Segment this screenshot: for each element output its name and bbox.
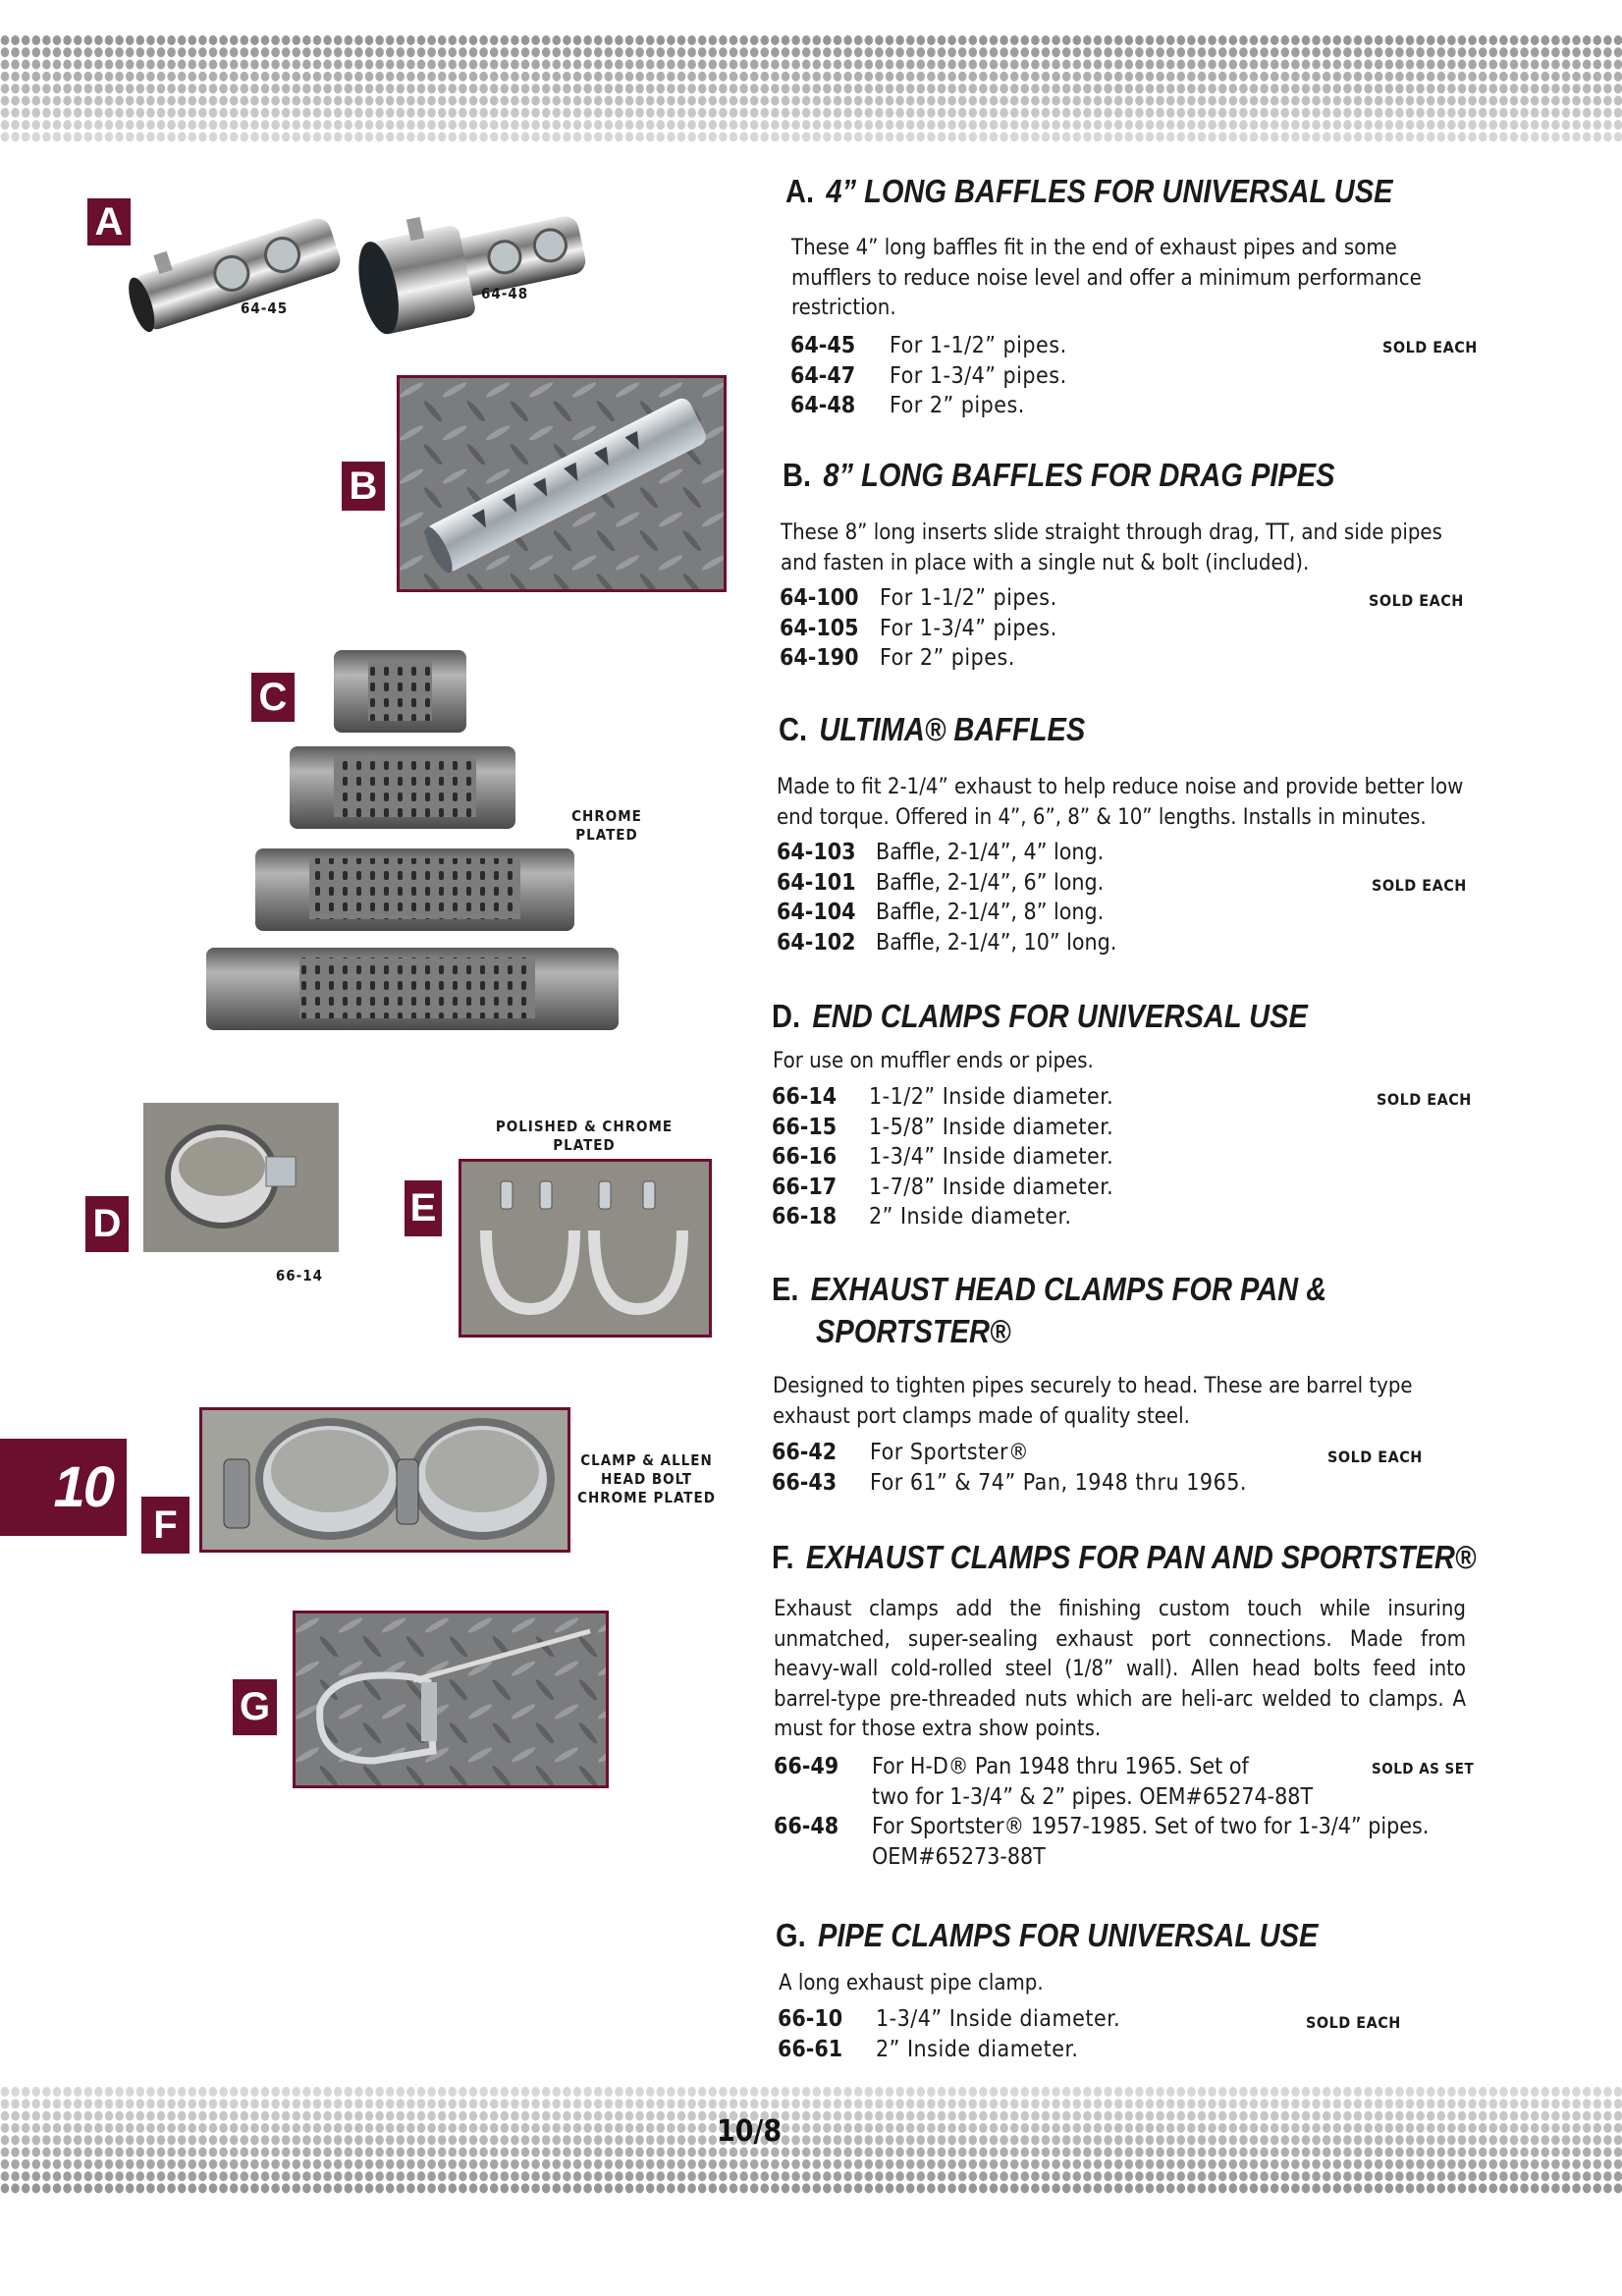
part-number: 64-47 xyxy=(790,362,856,389)
photo-drag-baffle xyxy=(400,378,724,589)
caption-chrome-plated-c xyxy=(568,807,646,845)
part-row xyxy=(772,1082,1459,1113)
part-row xyxy=(777,928,1464,958)
part-number: 66-43 xyxy=(772,1469,838,1496)
photo-pipe-clamp xyxy=(296,1613,606,1785)
part-number: 66-18 xyxy=(772,1204,838,1230)
section-title: EXHAUST CLAMPS FOR PAN AND SPORTSTER® xyxy=(805,1539,1477,1575)
part-description: For 2” pipes. xyxy=(880,645,1015,671)
part-number: 66-10 xyxy=(778,2006,843,2032)
photo-baffle-64-48 xyxy=(358,196,594,334)
section-description-c: Made to fit 2-1/4” exhaust to help reduce noise and provide better low end torque. Offered in 4”, 6”, 8” & 10” lengths. Installs in minutes. xyxy=(777,775,1464,830)
part-row xyxy=(778,2035,1465,2065)
page-number: 10/8 xyxy=(717,2114,783,2149)
section-letter: F. xyxy=(772,1539,794,1575)
part-number: 66-49 xyxy=(774,1754,839,1779)
caption-line: PLATED xyxy=(553,1136,616,1154)
caption-line: CHROME PLATED xyxy=(577,1489,716,1506)
baffle-10-inch xyxy=(206,948,619,1030)
part-description: Baffle, 2-1/4”, 4” long. xyxy=(876,840,1105,865)
section-heading-f xyxy=(772,1537,1476,1578)
section-heading-e-line2 xyxy=(816,1311,1010,1352)
part-number: 66-61 xyxy=(778,2036,843,2062)
sold-each-label-a: SOLD EACH xyxy=(1382,338,1478,356)
section-title: ULTIMA® BAFFLES xyxy=(819,711,1086,747)
figure-badge-g: G xyxy=(233,1679,277,1735)
part-number: 66-15 xyxy=(772,1114,838,1140)
section-title: 8” LONG BAFFLES FOR DRAG PIPES xyxy=(823,457,1335,493)
part-description: For H-D® Pan 1948 thru 1965. Set of xyxy=(872,1754,1249,1779)
sold-each-label-e: SOLD EACH xyxy=(1327,1448,1423,1466)
photo-end-clamp xyxy=(143,1103,339,1252)
parts-list-d xyxy=(772,1082,1459,1232)
part-row xyxy=(772,1142,1459,1173)
part-number: 66-14 xyxy=(772,1084,838,1110)
section-letter: D. xyxy=(772,998,801,1034)
figure-badge-e: E xyxy=(405,1180,442,1236)
part-row xyxy=(772,1173,1459,1203)
part-description: For 1-1/2” pipes. xyxy=(890,333,1067,358)
part-row xyxy=(772,1113,1459,1143)
section-description-a: These 4” long baffles fit in the end of exhaust pipes and some mufflers to reduce noise level and offer a minimum performance restriction. xyxy=(791,236,1422,320)
part-description: 1-3/4” Inside diameter. xyxy=(869,1144,1114,1170)
top-dot-pattern-band xyxy=(0,34,1622,144)
section-heading-d xyxy=(772,996,1308,1037)
bottom-dot-pattern-band xyxy=(0,2086,1622,2196)
part-number: 64-102 xyxy=(777,929,856,956)
part-description: Baffle, 2-1/4”, 8” long. xyxy=(876,900,1105,925)
part-description: For 1-3/4” pipes. xyxy=(880,615,1057,641)
part-number: 64-105 xyxy=(780,615,859,641)
section-description-g: A long exhaust pipe clamp. xyxy=(779,1971,1044,1995)
figure-label-64-48: 64-48 xyxy=(481,285,529,302)
sold-each-label-d: SOLD EACH xyxy=(1377,1090,1472,1109)
baffle-6-inch xyxy=(290,746,515,829)
section-description-e: Designed to tighten pipes securely to head. These are barrel type exhaust port clamps made of quality steel. xyxy=(773,1374,1413,1429)
section-description-f: Exhaust clamps add the finishing custom touch while insuring unmatched, super-sealing exhaust port connections. Made from heavy-wall cold-rolled steel (1/8” wall). Allen head bolts feed into barrel-type pre-threaded nuts which are heli-arc welded to clamps. A must for those extra show points. xyxy=(774,1597,1466,1741)
figure-badge-a: A xyxy=(87,198,131,246)
figure-badge-c: C xyxy=(251,673,295,722)
part-description: 1-5/8” Inside diameter. xyxy=(869,1114,1114,1140)
part-description: For Sportster® 1957-1985. Set of two for 1-3/4” pipes. xyxy=(872,1814,1430,1839)
part-number: 66-42 xyxy=(772,1440,838,1465)
part-row xyxy=(772,1202,1459,1232)
part-row xyxy=(790,361,1478,392)
section-heading-c xyxy=(779,709,1085,750)
part-row xyxy=(777,898,1464,928)
part-description: For 1-1/2” pipes. xyxy=(880,585,1057,611)
caption-line: HEAD BOLT xyxy=(601,1470,692,1488)
photo-frame-g xyxy=(293,1611,609,1788)
halftone-dots-bottom xyxy=(0,2086,1622,2196)
caption-line: CLAMP & ALLEN xyxy=(580,1451,713,1469)
part-description: 1-1/2” Inside diameter. xyxy=(869,1084,1114,1110)
section-letter: C. xyxy=(779,711,808,747)
photo-frame-e xyxy=(459,1159,712,1338)
sold-each-label-b: SOLD EACH xyxy=(1369,591,1464,610)
photo-frame-b xyxy=(397,375,727,592)
part-number: 64-101 xyxy=(777,869,856,896)
part-number: 64-103 xyxy=(777,840,856,865)
section-title: EXHAUST HEAD CLAMPS FOR PAN & xyxy=(810,1271,1327,1307)
part-description: 2” Inside diameter. xyxy=(869,1204,1072,1230)
section-title: PIPE CLAMPS FOR UNIVERSAL USE xyxy=(817,1917,1319,1953)
part-number: 64-104 xyxy=(777,900,856,925)
parts-list-a xyxy=(790,331,1478,421)
part-description: For Sportster® xyxy=(870,1440,1030,1465)
section-title: END CLAMPS FOR UNIVERSAL USE xyxy=(812,998,1308,1034)
part-row xyxy=(772,1468,1459,1499)
sold-each-label-c: SOLD EACH xyxy=(1372,876,1467,895)
sold-each-label-g: SOLD EACH xyxy=(1306,2013,1401,2032)
photo-ultima-baffles xyxy=(201,648,623,1036)
baffle-4-inch xyxy=(334,650,466,733)
part-row xyxy=(780,614,1467,644)
halftone-dots-top xyxy=(0,34,1622,144)
part-description: For 2” pipes. xyxy=(890,393,1025,418)
part-number: 66-17 xyxy=(772,1174,838,1200)
section-title: 4” LONG BAFFLES FOR UNIVERSAL USE xyxy=(826,173,1393,209)
part-row xyxy=(777,868,1464,899)
part-row xyxy=(780,583,1467,614)
photo-head-clamps xyxy=(461,1162,709,1335)
part-description: For 1-3/4” pipes. xyxy=(890,362,1067,389)
section-title-continued: SPORTSTER® xyxy=(816,1313,1011,1349)
part-description-line2: OEM#65273-88T xyxy=(872,1843,1046,1870)
part-row xyxy=(777,838,1464,868)
section-letter: B. xyxy=(783,457,812,493)
part-row xyxy=(774,1812,1481,1872)
caption-line: POLISHED & CHROME xyxy=(495,1118,674,1135)
caption-polished-chrome-plated xyxy=(486,1118,682,1155)
part-description: Baffle, 2-1/4”, 10” long. xyxy=(876,929,1117,956)
part-description-line2: two for 1-3/4” & 2” pipes. OEM#65274-88T xyxy=(872,1783,1314,1810)
part-description: 2” Inside diameter. xyxy=(876,2036,1079,2062)
caption-clamp-allen-head-bolt xyxy=(575,1451,718,1507)
caption-line: CHROME xyxy=(571,807,642,825)
sold-as-set-label-f: SOLD AS SET xyxy=(1372,1760,1475,1777)
part-row xyxy=(790,391,1478,421)
figure-badge-d: D xyxy=(85,1196,129,1252)
section-heading-e xyxy=(772,1269,1326,1310)
photo-baffle-64-45 xyxy=(118,201,353,334)
photo-frame-f xyxy=(199,1407,570,1553)
part-number: 64-100 xyxy=(780,585,859,611)
part-number: 66-16 xyxy=(772,1144,838,1170)
section-letter: G. xyxy=(776,1917,806,1953)
caption-line: PLATED xyxy=(575,826,638,844)
part-description: 1-3/4” Inside diameter. xyxy=(876,2006,1121,2032)
figure-badge-f: F xyxy=(141,1497,189,1554)
section-letter: A. xyxy=(785,173,815,209)
section-description-b: These 8” long inserts slide straight through drag, TT, and side pipes and fasten in place with a single nut & bolt (included). xyxy=(781,520,1442,575)
part-description: 1-7/8” Inside diameter. xyxy=(869,1174,1114,1200)
part-number: 64-190 xyxy=(780,645,859,671)
part-number: 64-48 xyxy=(790,393,856,418)
part-number: 66-48 xyxy=(774,1814,839,1839)
baffle-8-inch xyxy=(255,848,574,931)
chapter-tab: 10 xyxy=(0,1439,127,1536)
parts-list-b xyxy=(780,583,1467,674)
section-heading-g xyxy=(776,1915,1318,1956)
figure-badge-b: B xyxy=(342,462,385,511)
part-row xyxy=(790,331,1478,361)
section-heading-b xyxy=(783,455,1335,496)
section-description-d: For use on muffler ends or pipes. xyxy=(773,1049,1094,1073)
photo-exhaust-clamps xyxy=(202,1410,568,1550)
part-number: 64-45 xyxy=(790,333,856,358)
section-heading-a xyxy=(785,171,1392,212)
figure-label-66-14: 66-14 xyxy=(275,1267,324,1285)
part-row xyxy=(780,643,1467,674)
parts-list-c xyxy=(777,838,1464,957)
section-letter: E. xyxy=(772,1271,799,1307)
part-description: For 61” & 74” Pan, 1948 thru 1965. xyxy=(870,1469,1247,1496)
part-description: Baffle, 2-1/4”, 6” long. xyxy=(876,869,1105,896)
figure-label-64-45: 64-45 xyxy=(241,300,289,317)
